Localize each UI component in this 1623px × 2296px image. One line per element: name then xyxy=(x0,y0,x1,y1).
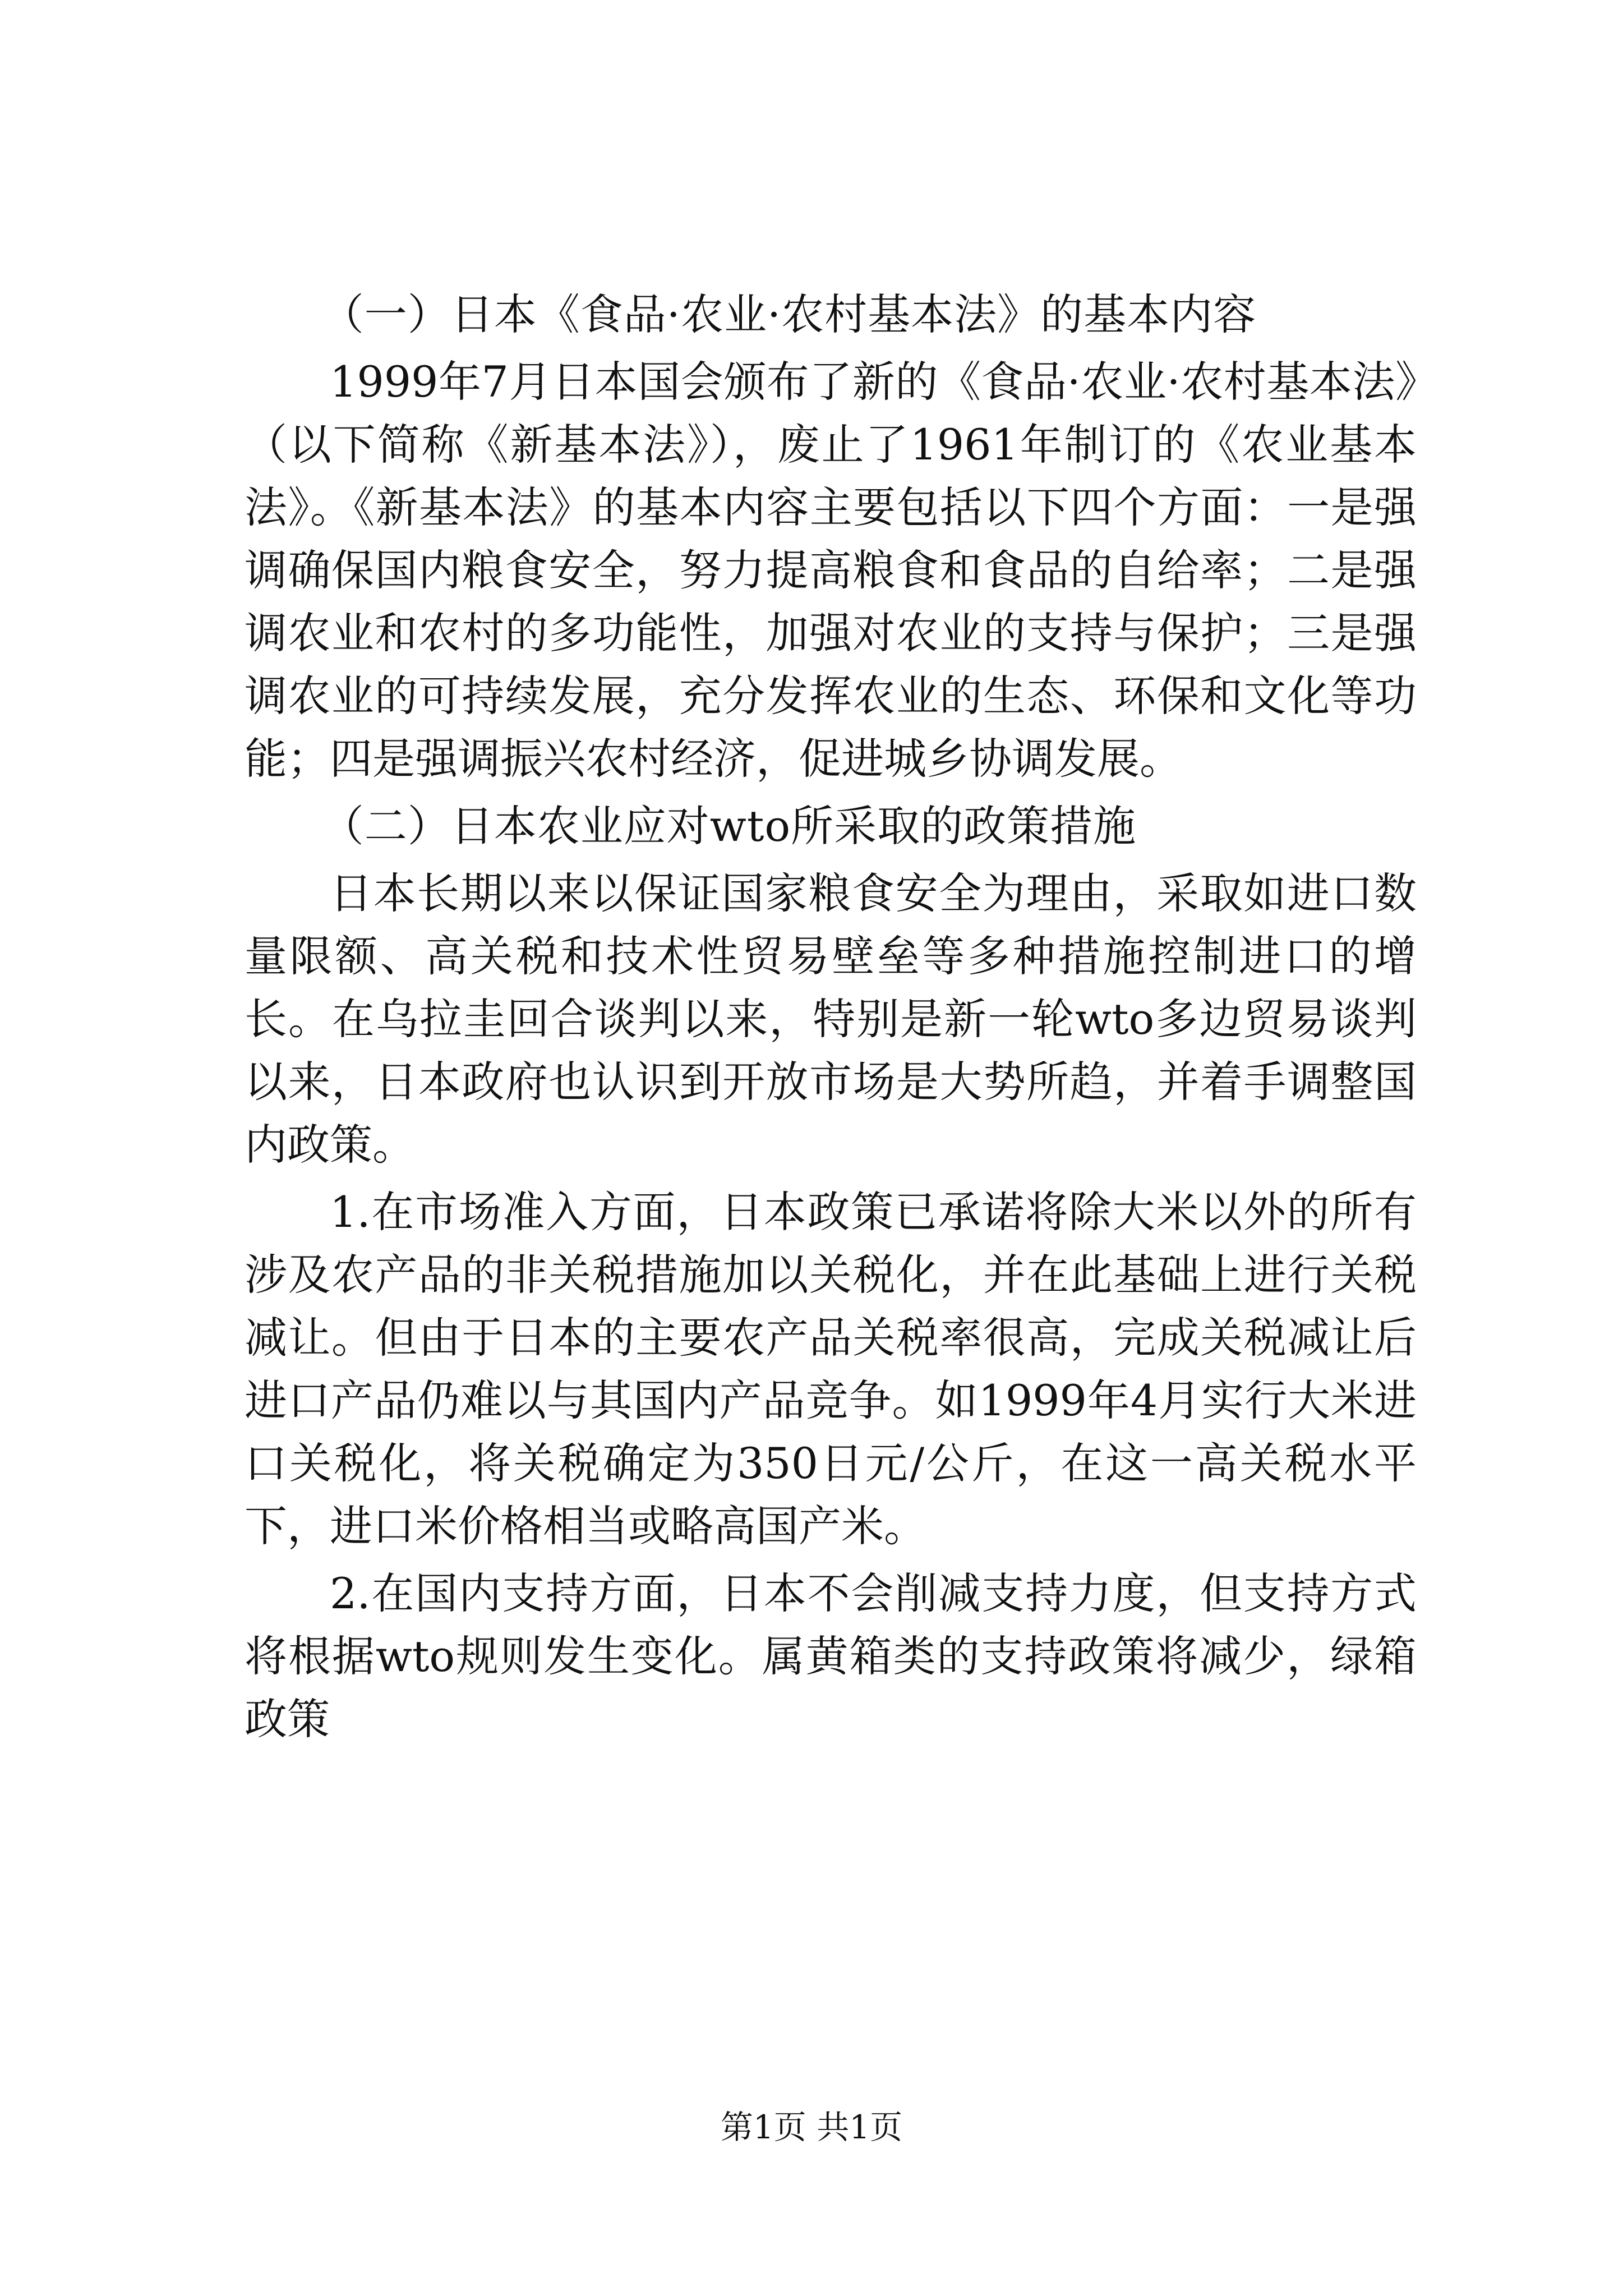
section-heading-2: （二）日本农业应对wto所采取的政策措施 xyxy=(321,801,1137,851)
document-body xyxy=(245,283,1417,1755)
paragraph-3: 1.在市场准入方面，日本政策已承诺将除大米以外的所有涉及农产品的非关税措施加以关税化，并在此基础上进行关税减让。但由于日本的主要农产品关税率很高，完成关税减让后进口产品仍难以与其国内产品竞争。如1999年4月实行大米进口关税化，将关税确定为350日元/公斤，在这一高关税水平下，进口米价格相当或略高国产米。 xyxy=(245,1187,1417,1551)
page-footer: 第1页 共1页 xyxy=(720,2108,903,2146)
section-heading-1: （一）日本《食品·农业·农村基本法》的基本内容 xyxy=(321,289,1257,339)
paragraph-4: 2.在国内支持方面，日本不会削减支持力度，但支持方式将根据wto规则发生变化。属黄箱类的支持政策将减少，绿箱政策 xyxy=(245,1568,1417,1744)
paragraph-2: 日本长期以来以保证国家粮食安全为理由，采取如进口数量限额、高关税和技术性贸易壁垒等多种措施控制进口的增长。在乌拉圭回合谈判以来，特别是新一轮wto多边贸易谈判以来，日本政府也认识到开放市场是大势所趋，并着手调整国内政策。 xyxy=(245,868,1417,1170)
paragraph-1: 1999年7月日本国会颁布了新的《食品·农业·农村基本法》（以下简称《新基本法》），废止了1961年制订的《农业基本法》。《新基本法》的基本内容主要包括以下四个方面：一是强调确保国内粮食安全，努力提高粮食和食品的自给率；二是强调农业和农村的多功能性，加强对农业的支持与保护；三是强调农业的可持续发展，充分发挥农业的生态、环保和文化等功能；四是强调振兴农村经济，促进城乡协调发展。 xyxy=(245,357,1417,784)
